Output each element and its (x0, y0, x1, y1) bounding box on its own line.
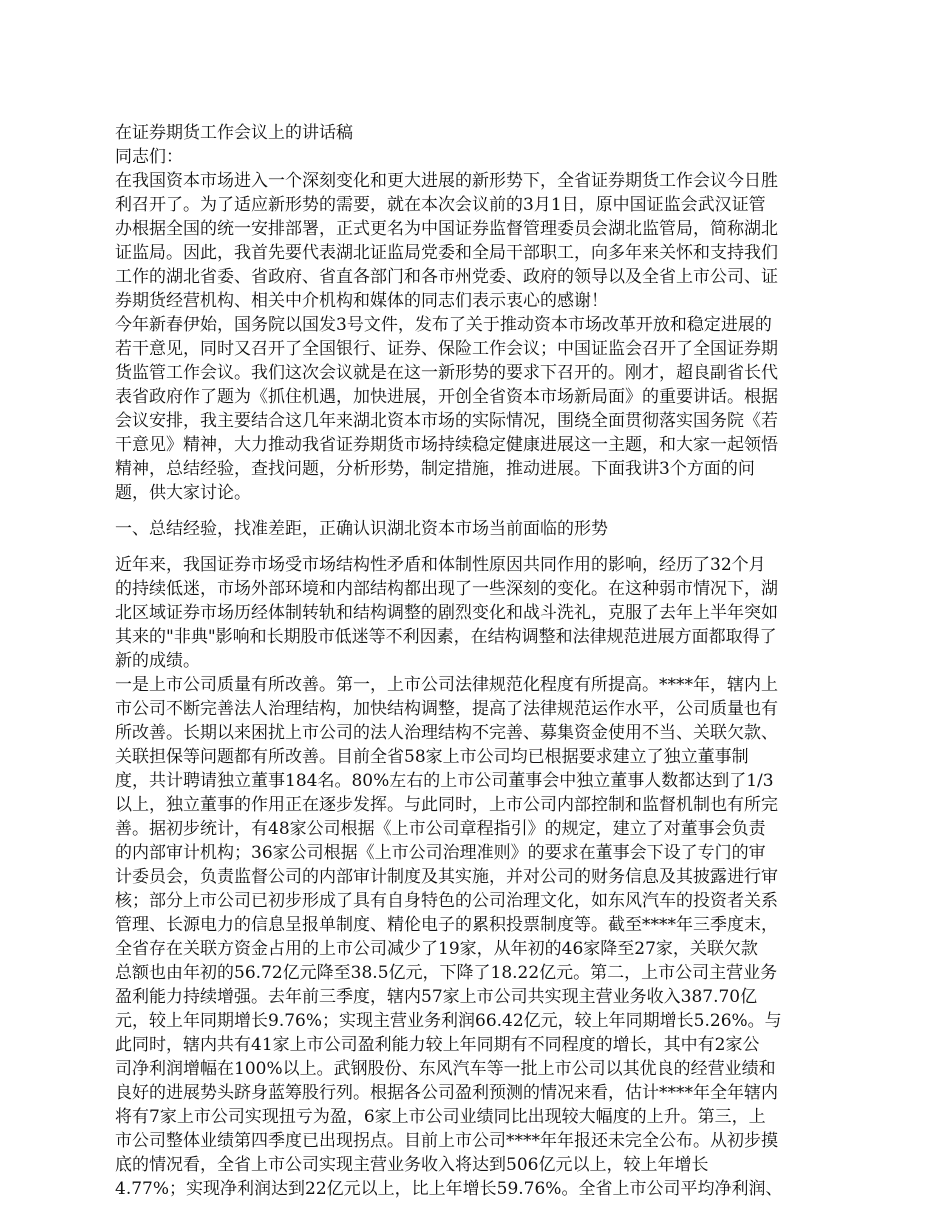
text-line: 市公司整体业绩第四季度已出现拐点。目前上市公司****年年报还未完全公布。从初步摸 (115, 1131, 778, 1151)
text-line: 的持续低迷，市场外部环境和内部结构都出现了一些深刻的变化。在这种弱市情况下，湖 (115, 579, 778, 599)
section-heading-text: 一、总结经验，找准差距，正确认识湖北资本市场当前面临的形势 (115, 519, 608, 539)
text-line: 办根据全国的统一安排部署，正式更名为中国证券监督管理委员会湖北监管局，简称湖北 (115, 219, 778, 239)
text-line: 工作的湖北省委、省政府、省直各部门和各市州党委、政府的领导以及全省上市公司、证 (115, 267, 778, 287)
text-line: 在我国资本市场进入一个深刻变化和更大进展的新形势下，全省证券期货工作会议今日胜 (115, 171, 778, 191)
section-heading (115, 517, 837, 541)
text-line: 所改善。长期以来困扰上市公司的法人治理结构不完善、募集资金使用不当、关联欠款、 (115, 723, 778, 743)
document-page (115, 121, 837, 1201)
text-line: 计委员会，负责监督公司的内部审计制度及其实施，并对公司的财务信息及其披露进行审 (115, 867, 778, 887)
text-line: 题，供大家讨论。 (115, 483, 251, 503)
text-line: 良好的进展势头跻身蓝筹股行列。根据各公司盈利预测的情况来看，估计****年全年辖内 (115, 1083, 778, 1103)
paragraph-market-overview (115, 553, 837, 673)
text-line: 关联担保等问题都有所改善。目前全省58家上市公司均已根据要求建立了独立董事制 (115, 747, 749, 767)
text-line: 核；部分上市公司已初步形成了具有自身特色的公司治理文化，如东风汽车的投资者关系 (115, 891, 778, 911)
text-line: 表省政府作了题为《抓住机遇，加快进展，开创全省资本市场新局面》的重要讲话。根据 (115, 387, 778, 407)
text-line: 的内部审计机构；36家公司根据《上市公司治理准则》的要求在董事会下设了专门的审 (115, 843, 766, 863)
text-line: 盈利能力持续增强。去年前三季度，辖内57家上市公司共实现主营业务收入387.70亿 (115, 987, 758, 1007)
document-title: 在证券期货工作会议上的讲话稿 (115, 123, 353, 143)
text-line: 利召开了。为了适应新形势的需要，就在本次会议前的3月1日，原中国证监会武汉证管 (115, 195, 766, 215)
text-line: 干意见》精神，大力推动我省证券期货市场持续稳定健康进展这一主题，和大家一起领悟 (115, 435, 778, 455)
text-line: 市公司不断完善法人治理结构，加快结构调整，提高了法律规范运作水平，公司质量也有 (115, 699, 778, 719)
text-line: 会议安排，我主要结合这几年来湖北资本市场的实际情况，围绕全面贯彻落实国务院《若 (115, 411, 778, 431)
text-line: 货监管工作会议。我们这次会议就是在这一新形势的要求下召开的。刚才，超良副省长代 (115, 363, 778, 383)
text-line: 其来的"非典"影响和长期股市低迷等不利因素，在结构调整和法律规范进展方面都取得了 (115, 627, 777, 647)
paragraph-company-quality (115, 673, 837, 1201)
text-line: 司净利润增幅在100%以上。武钢股份、东风汽车等一批上市公司以其优良的经营业绩和 (115, 1059, 776, 1079)
text-line: 精神，总结经验，查找问题，分析形势，制定措施，推动进展。下面我讲3个方面的问 (115, 459, 755, 479)
paragraph-gap (115, 541, 837, 553)
paragraph-background (115, 313, 837, 505)
text-line: 北区域证券市场历经体制转轨和结构调整的剧烈变化和战斗洗礼，克服了去年上半年突如 (115, 603, 778, 623)
text-line: 总额也由年初的56.72亿元降至38.5亿元，下降了18.22亿元。第二，上市公司主营业务 (115, 963, 778, 983)
text-line: 近年来，我国证券市场受市场结构性矛盾和体制性原因共同作用的影响，经历了32个月 (115, 555, 766, 575)
paragraph-opening (115, 169, 837, 313)
text-line: 券期货经营机构、相关中介机构和媒体的同志们表示衷心的感谢！ (115, 291, 608, 311)
text-line: 管理、长源电力的信息呈报单制度、精伦电子的累积投票制度等。截至****年三季度末， (115, 915, 778, 935)
text-line: 新的成绩。 (115, 651, 200, 671)
text-line: 元，较上年同期增长9.76%；实现主营业务利润66.42亿元，较上年同期增长5.26%。与 (115, 1011, 782, 1031)
text-line: 4.77%；实现净利润达到22亿元以上，比上年增长59.76%。全省上市公司平均净利润、 (115, 1179, 783, 1199)
text-line: 善。据初步统计，有48家公司根据《上市公司章程指引》的规定，建立了对董事会负责 (115, 819, 766, 839)
text-line: 全省存在关联方资金占用的上市公司减少了19家，从年初的46家降至27家，关联欠款 (115, 939, 758, 959)
text-line: 若干意见，同时又召开了全国银行、证券、保险工作会议；中国证监会召开了全国证券期 (115, 339, 778, 359)
text-line: 以上，独立董事的作用正在逐步发挥。与此同时，上市公司内部控制和监督机制也有所完 (115, 795, 778, 815)
text-line: 底的情况看，全省上市公司实现主营业务收入将达到506亿元以上，较上年增长 (115, 1155, 709, 1175)
text-line: 此同时，辖内共有41家上市公司盈利能力较上年同期有不同程度的增长，其中有2家公 (115, 1035, 760, 1055)
text-line: 将有7家上市公司实现扭亏为盈，6家上市公司业绩同比出现较大幅度的上升。第三，上 (115, 1107, 766, 1127)
text-line: 一是上市公司质量有所改善。第一，上市公司法律规范化程度有所提高。****年，辖内上 (115, 675, 778, 695)
salutation: 同志们： (115, 147, 183, 167)
paragraph-gap (115, 505, 837, 517)
text-line: 度，共计聘请独立董事184名。80%左右的上市公司董事会中独立董事人数都达到了1/3 (115, 771, 774, 791)
text-line: 今年新春伊始，国务院以国发3号文件，发布了关于推动资本市场改革开放和稳定进展的 (115, 315, 772, 335)
text-line: 证监局。因此，我首先要代表湖北证监局党委和全局干部职工，向多年来关怀和支持我们 (115, 243, 778, 263)
